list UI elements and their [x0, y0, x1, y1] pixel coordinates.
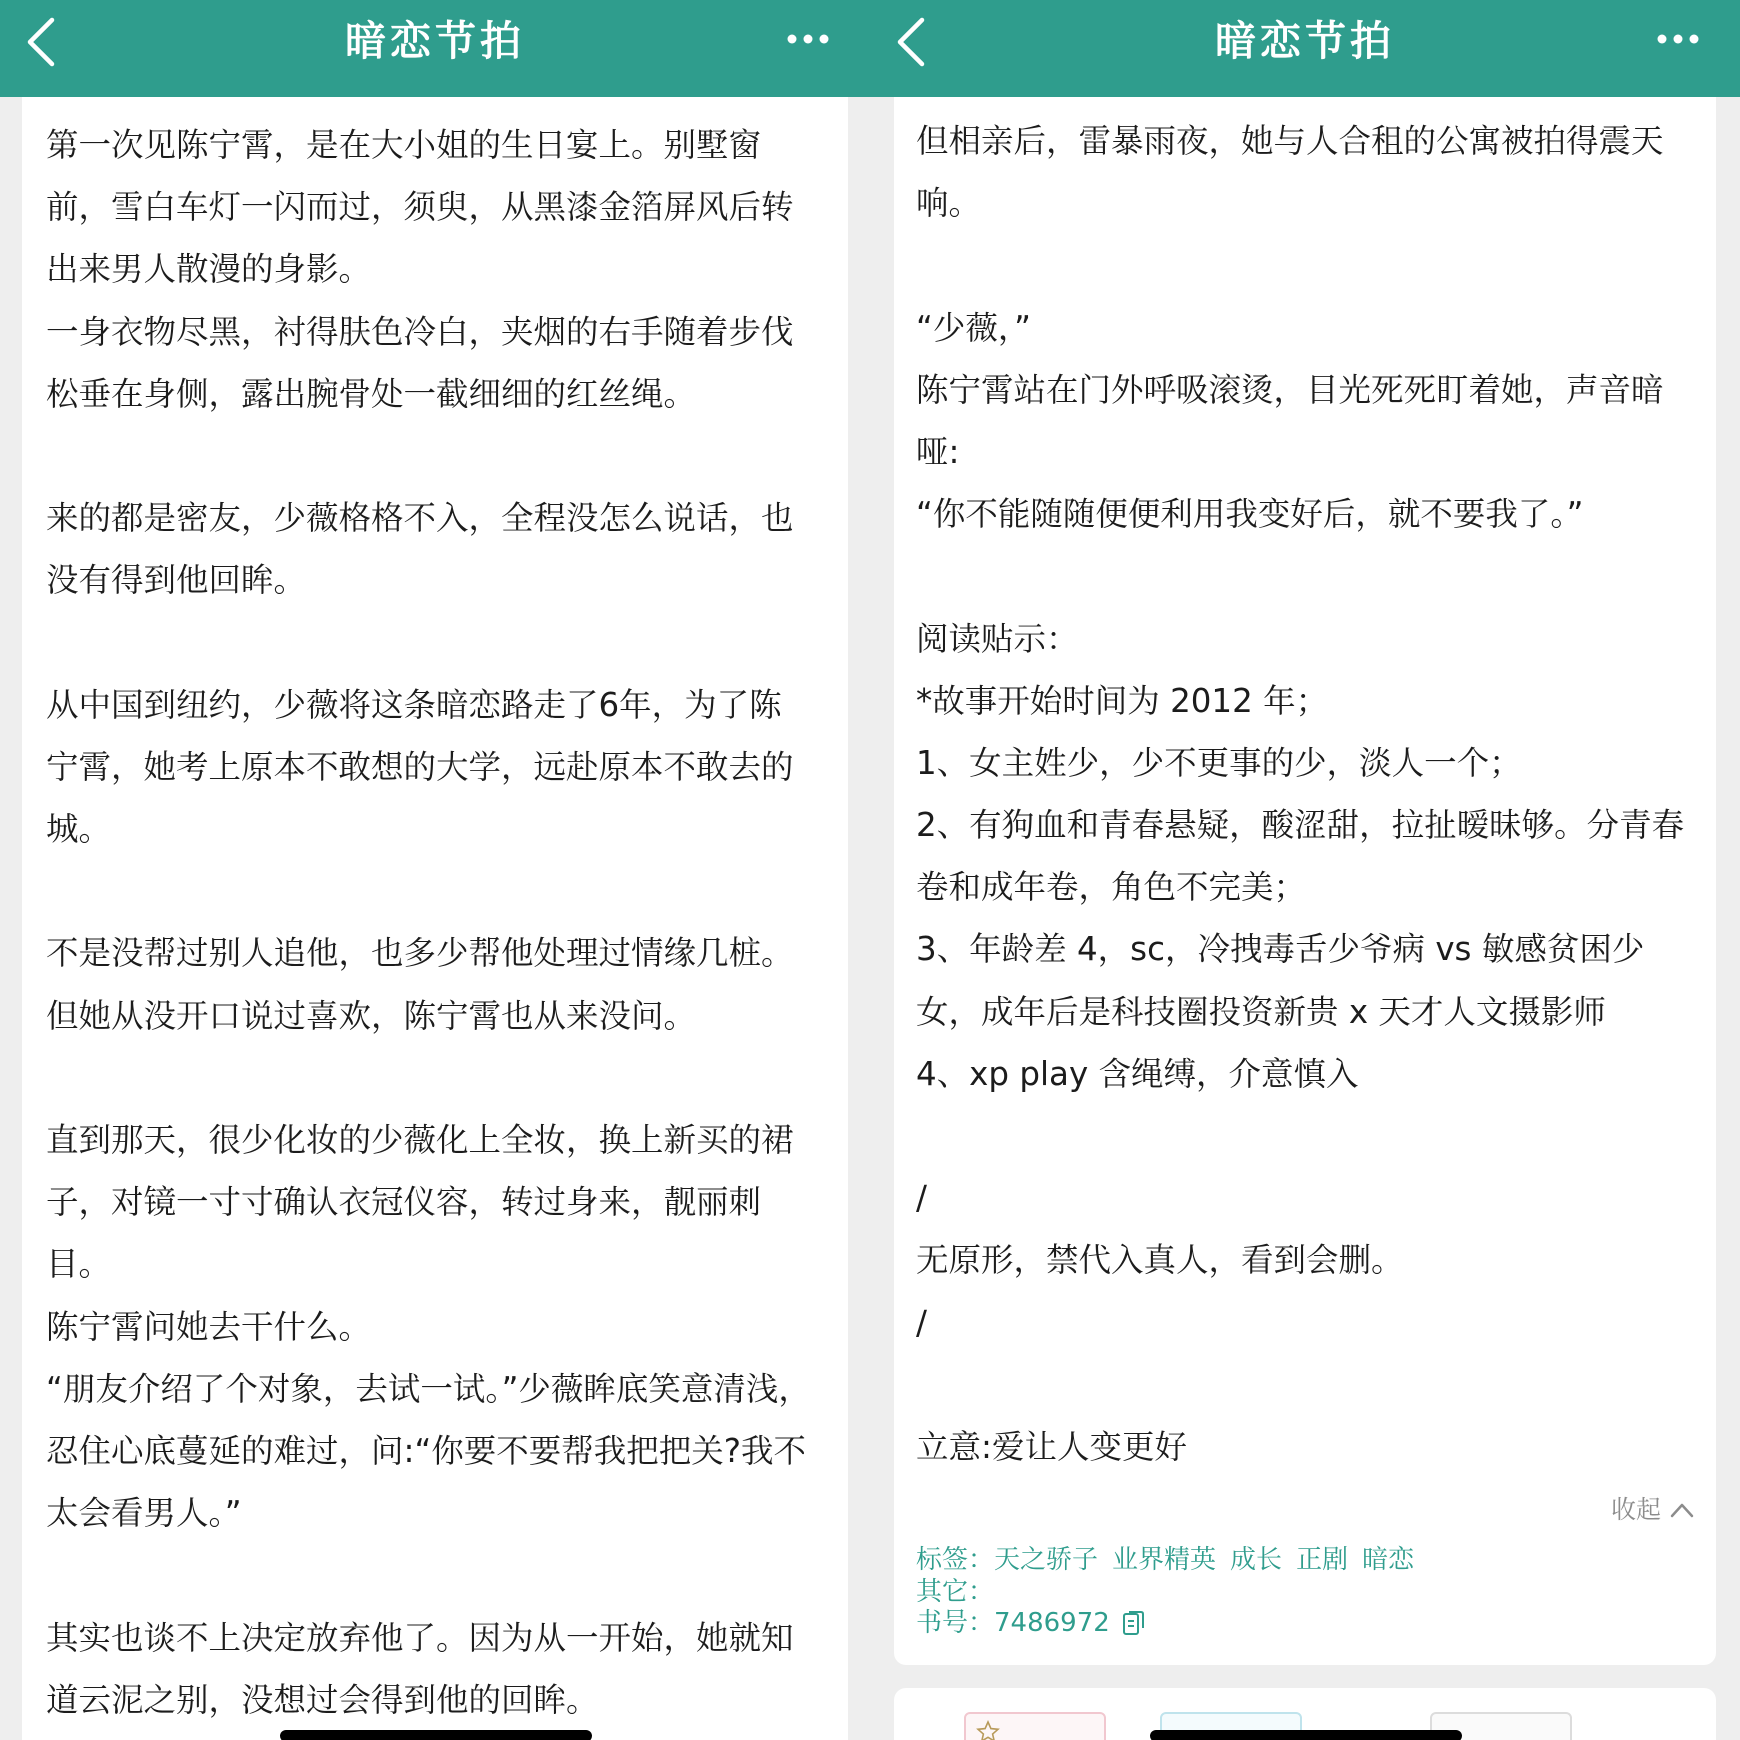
text-line: 无原形，禁代入真人，看到会删。 [916, 1241, 1404, 1280]
synopsis-text [46, 114, 811, 1731]
text-line: 忍住心底蔓延的难过，问:“你要不要帮我把把关?我不 [46, 1431, 807, 1470]
tags-row [916, 1545, 1428, 1577]
blank-line [46, 425, 811, 487]
text-line: 从中国到纽约，少薇将这条暗恋路走了6年，为了陈 [46, 685, 782, 724]
text-line: 来的都是密友，少薇格格不入，全程没怎么说话，也 [46, 499, 794, 538]
text-line: 但她从没开口说过喜欢，陈宁霄也从来没问。 [46, 996, 697, 1035]
book-meta [916, 1545, 1428, 1640]
collapse-label: 收起 [1611, 1495, 1662, 1524]
blank-line [916, 1105, 1684, 1167]
book-id-row [916, 1608, 1428, 1640]
text-line: 3、年龄差 4，sc，冷拽毒舌少爷病 vs 敏感贫困少 [916, 930, 1645, 969]
blank-line [916, 234, 1684, 296]
text-line: 1、女主姓少，少不更事的少，淡人一个； [916, 743, 1522, 782]
blank-line [46, 1544, 811, 1606]
book-id-label: 书号： [916, 1608, 995, 1638]
blank-line [46, 1047, 811, 1109]
text-line: 道云泥之别，没想过会得到他的回眸。 [46, 1680, 599, 1719]
more-button[interactable] [785, 24, 831, 54]
text-line: 子，对镜一寸寸确认衣冠仪容，转过身来，靓丽刺 [46, 1183, 762, 1222]
text-line: 太会看男人。” [46, 1494, 242, 1533]
nav-bar [870, 0, 1740, 97]
page-title: 暗恋节拍 [345, 17, 525, 65]
blank-line [916, 1354, 1684, 1416]
blank-line [916, 545, 1684, 607]
blank-line [46, 612, 811, 674]
text-line: 直到那天，很少化妆的少薇化上全妆，换上新买的裙 [46, 1121, 794, 1159]
text-line: 立意:爱让人变更好 [916, 1427, 1187, 1466]
text-line: 但相亲后，雷暴雨夜，她与人合租的公寓被拍得震天 [916, 122, 1664, 160]
tag-item[interactable]: 正剧 [1296, 1545, 1349, 1575]
book-cover-thumb[interactable] [964, 1712, 1106, 1740]
text-line: 4、xp play 含绳缚，介意慎入 [916, 1054, 1359, 1093]
text-line: “少薇，” [916, 308, 1031, 347]
copy-icon[interactable] [1122, 1611, 1144, 1637]
chevron-up-icon [1669, 1501, 1695, 1519]
text-line: 城。 [46, 810, 112, 849]
star-icon [976, 1720, 1000, 1740]
text-line: 宁霄，她考上原本不敢想的大学，远赴原本不敢去的 [46, 747, 794, 786]
other-row [916, 1577, 1428, 1609]
text-line: 卷和成年卷，角色不完美； [916, 868, 1307, 907]
text-line: “你不能随随便便利用我变好后，就不要我了。” [916, 495, 1584, 534]
text-line: 响。 [916, 184, 982, 223]
tag-item[interactable]: 成长 [1230, 1545, 1283, 1575]
text-line: 阅读贴示： [916, 619, 1079, 658]
synopsis-text [916, 110, 1684, 1478]
home-indicator[interactable] [1150, 1730, 1462, 1740]
other-label: 其它： [916, 1576, 995, 1607]
more-dots-icon [1655, 24, 1701, 54]
text-line: / [916, 1303, 927, 1342]
tag-item[interactable]: 天之骄子 [994, 1545, 1099, 1575]
book-id-value: 7486972 [994, 1608, 1110, 1638]
more-button[interactable] [1655, 24, 1701, 54]
collapse-button[interactable] [1611, 1490, 1695, 1530]
nav-bar [0, 0, 870, 97]
text-line: 出来男人散漫的身影。 [46, 250, 372, 289]
text-line: 第一次见陈宁霄，是在大小姐的生日宴上。别墅窗 [46, 126, 762, 164]
tag-item[interactable]: 暗恋 [1362, 1545, 1415, 1575]
text-line: 女，成年后是科技圈投资新贵 x 天才人文摄影师 [916, 992, 1606, 1031]
text-line: 前，雪白车灯一闪而过，须臾，从黑漆金箔屏风后转 [46, 188, 794, 227]
text-line: *故事开始时间为 2012 年； [916, 681, 1329, 720]
tags-label: 标签： [916, 1545, 995, 1575]
home-indicator[interactable] [280, 1730, 592, 1740]
more-dots-icon [785, 24, 831, 54]
text-line: 松垂在身侧，露出腕骨处一截细细的红丝绳。 [46, 374, 697, 413]
blank-line [46, 860, 811, 922]
text-line: 陈宁霄问她去干什么。 [46, 1307, 372, 1346]
text-line: 没有得到他回眸。 [46, 561, 307, 600]
text-line: 其实也谈不上决定放弃他了。因为从一开始，她就知 [46, 1618, 794, 1657]
page-title: 暗恋节拍 [1215, 17, 1395, 65]
text-line: 陈宁霄站在门外呼吸滚烫，目光死死盯着她，声音暗 [916, 370, 1664, 409]
text-line: 2、有狗血和青春悬疑，酸涩甜，拉扯暧昧够。分青春 [916, 806, 1685, 845]
text-line: “朋友介绍了个对象，去试一试。”少薇眸底笑意清浅， [46, 1369, 811, 1408]
text-line: 一身衣物尽黑，衬得肤色冷白，夹烟的右手随着步伐 [46, 312, 794, 351]
text-line: / [916, 1179, 927, 1218]
tag-item[interactable]: 业界精英 [1112, 1545, 1217, 1575]
text-line: 不是没帮过别人追他，也多少帮他处理过情缘几桩。 [46, 934, 794, 973]
right-screen [870, 0, 1740, 1740]
text-line: 目。 [46, 1245, 112, 1284]
text-line: 哑: [916, 432, 960, 471]
